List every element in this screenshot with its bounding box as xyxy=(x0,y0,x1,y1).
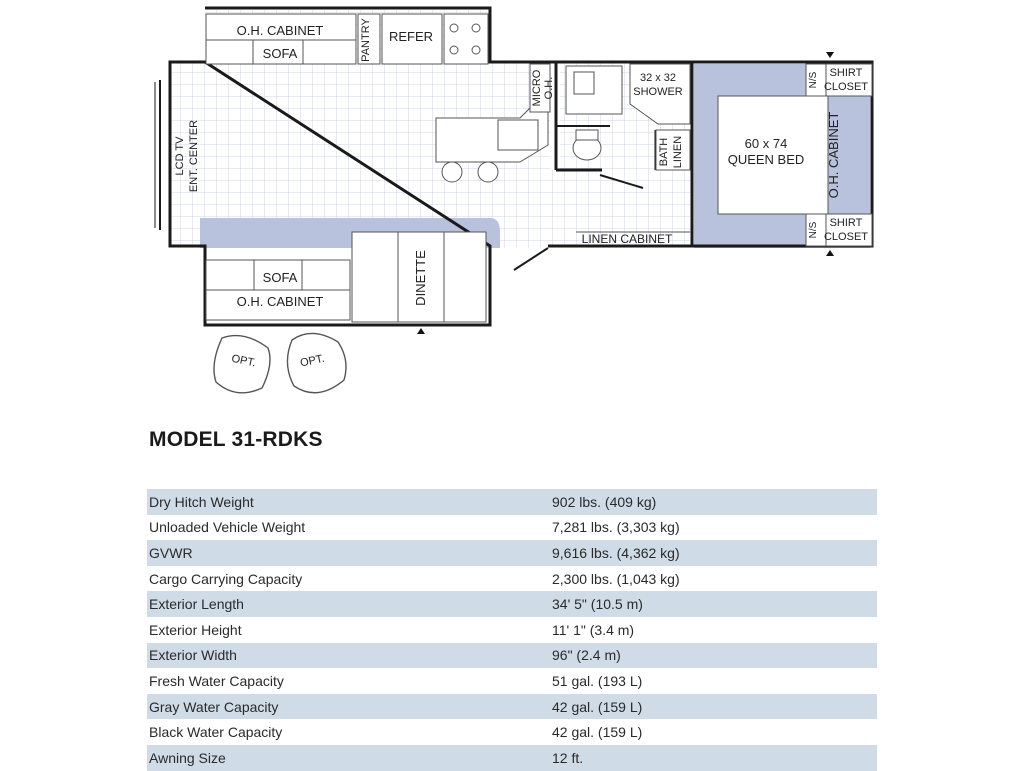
spec-row xyxy=(147,489,877,515)
spec-value: 51 gal. (193 L) xyxy=(549,668,877,694)
label-bed-size: 60 x 74 xyxy=(744,136,788,151)
spec-value: 11' 1" (3.4 m) xyxy=(549,617,877,643)
spec-value: 9,616 lbs. (4,362 kg) xyxy=(549,540,877,566)
label-ent-center: ENT. CENTER xyxy=(188,119,200,193)
label-shower-size: 32 x 32 xyxy=(639,72,677,84)
label-oh-cabinet-bottom: O.H. CABINET xyxy=(236,294,324,309)
label-closet-bottom: CLOSET xyxy=(823,231,869,243)
label-linen: LINEN xyxy=(672,135,684,169)
spec-value: 34' 5" (10.5 m) xyxy=(549,591,877,617)
label-shower: SHOWER xyxy=(633,86,683,98)
label-sofa-bottom: SOFA xyxy=(262,270,298,285)
top-cabinet-row xyxy=(206,14,488,64)
spec-row xyxy=(147,694,877,720)
spec-row xyxy=(147,617,877,643)
spec-row xyxy=(147,745,877,771)
spec-label: Exterior Height xyxy=(147,617,549,643)
spec-row xyxy=(147,515,877,541)
spec-label: Unloaded Vehicle Weight xyxy=(147,515,549,541)
spec-label: Dry Hitch Weight xyxy=(147,489,549,515)
spec-value: 902 lbs. (409 kg) xyxy=(549,489,877,515)
spec-row xyxy=(147,591,877,617)
specs-table xyxy=(147,489,877,771)
label-queen-bed: QUEEN BED xyxy=(727,152,805,167)
label-lcd-tv: LCD TV xyxy=(174,136,186,176)
spec-value: 2,300 lbs. (1,043 kg) xyxy=(549,566,877,592)
spec-value: 12 ft. xyxy=(549,745,877,771)
label-sofa-top: SOFA xyxy=(262,46,298,61)
label-opt-right: OPT. xyxy=(299,352,326,370)
spec-label: Awning Size xyxy=(147,745,549,771)
spec-label: Gray Water Capacity xyxy=(147,694,549,720)
label-refer: REFER xyxy=(388,29,434,44)
label-ns-top: N/S xyxy=(808,71,819,89)
spec-label: Fresh Water Capacity xyxy=(147,668,549,694)
spec-row xyxy=(147,719,877,745)
label-bath: BATH xyxy=(658,137,670,167)
spec-label: Black Water Capacity xyxy=(147,719,549,745)
spec-value: 96" (2.4 m) xyxy=(549,643,877,669)
label-oh-cabinet-top: O.H. CABINET xyxy=(236,23,324,38)
spec-label: GVWR xyxy=(147,540,549,566)
spec-label: Cargo Carrying Capacity xyxy=(147,566,549,592)
label-dinette: DINETTE xyxy=(413,250,428,306)
label-opt-left: OPT. xyxy=(230,352,257,370)
spec-label: Exterior Length xyxy=(147,591,549,617)
label-oh: O.H. xyxy=(543,76,555,100)
model-title: MODEL 31-RDKS xyxy=(149,428,323,451)
label-linen-cabinet: LINEN CABINET xyxy=(581,232,673,246)
label-shirt-top: SHIRT xyxy=(829,67,863,79)
label-closet-top: CLOSET xyxy=(823,81,869,93)
spec-value: 42 gal. (159 L) xyxy=(549,694,877,720)
label-micro: MICRO xyxy=(531,69,543,107)
spec-value: 42 gal. (159 L) xyxy=(549,719,877,745)
spec-row xyxy=(147,668,877,694)
spec-row xyxy=(147,566,877,592)
spec-row xyxy=(147,643,877,669)
label-ns-bottom: N/S xyxy=(808,221,819,239)
label-pantry: PANTRY xyxy=(360,18,372,62)
label-shirt-bottom: SHIRT xyxy=(829,217,863,229)
spec-row xyxy=(147,540,877,566)
spec-label: Exterior Width xyxy=(147,643,549,669)
label-oh-cabinet-right: O.H. CABINET xyxy=(826,111,841,199)
spec-value: 7,281 lbs. (3,303 kg) xyxy=(549,515,877,541)
